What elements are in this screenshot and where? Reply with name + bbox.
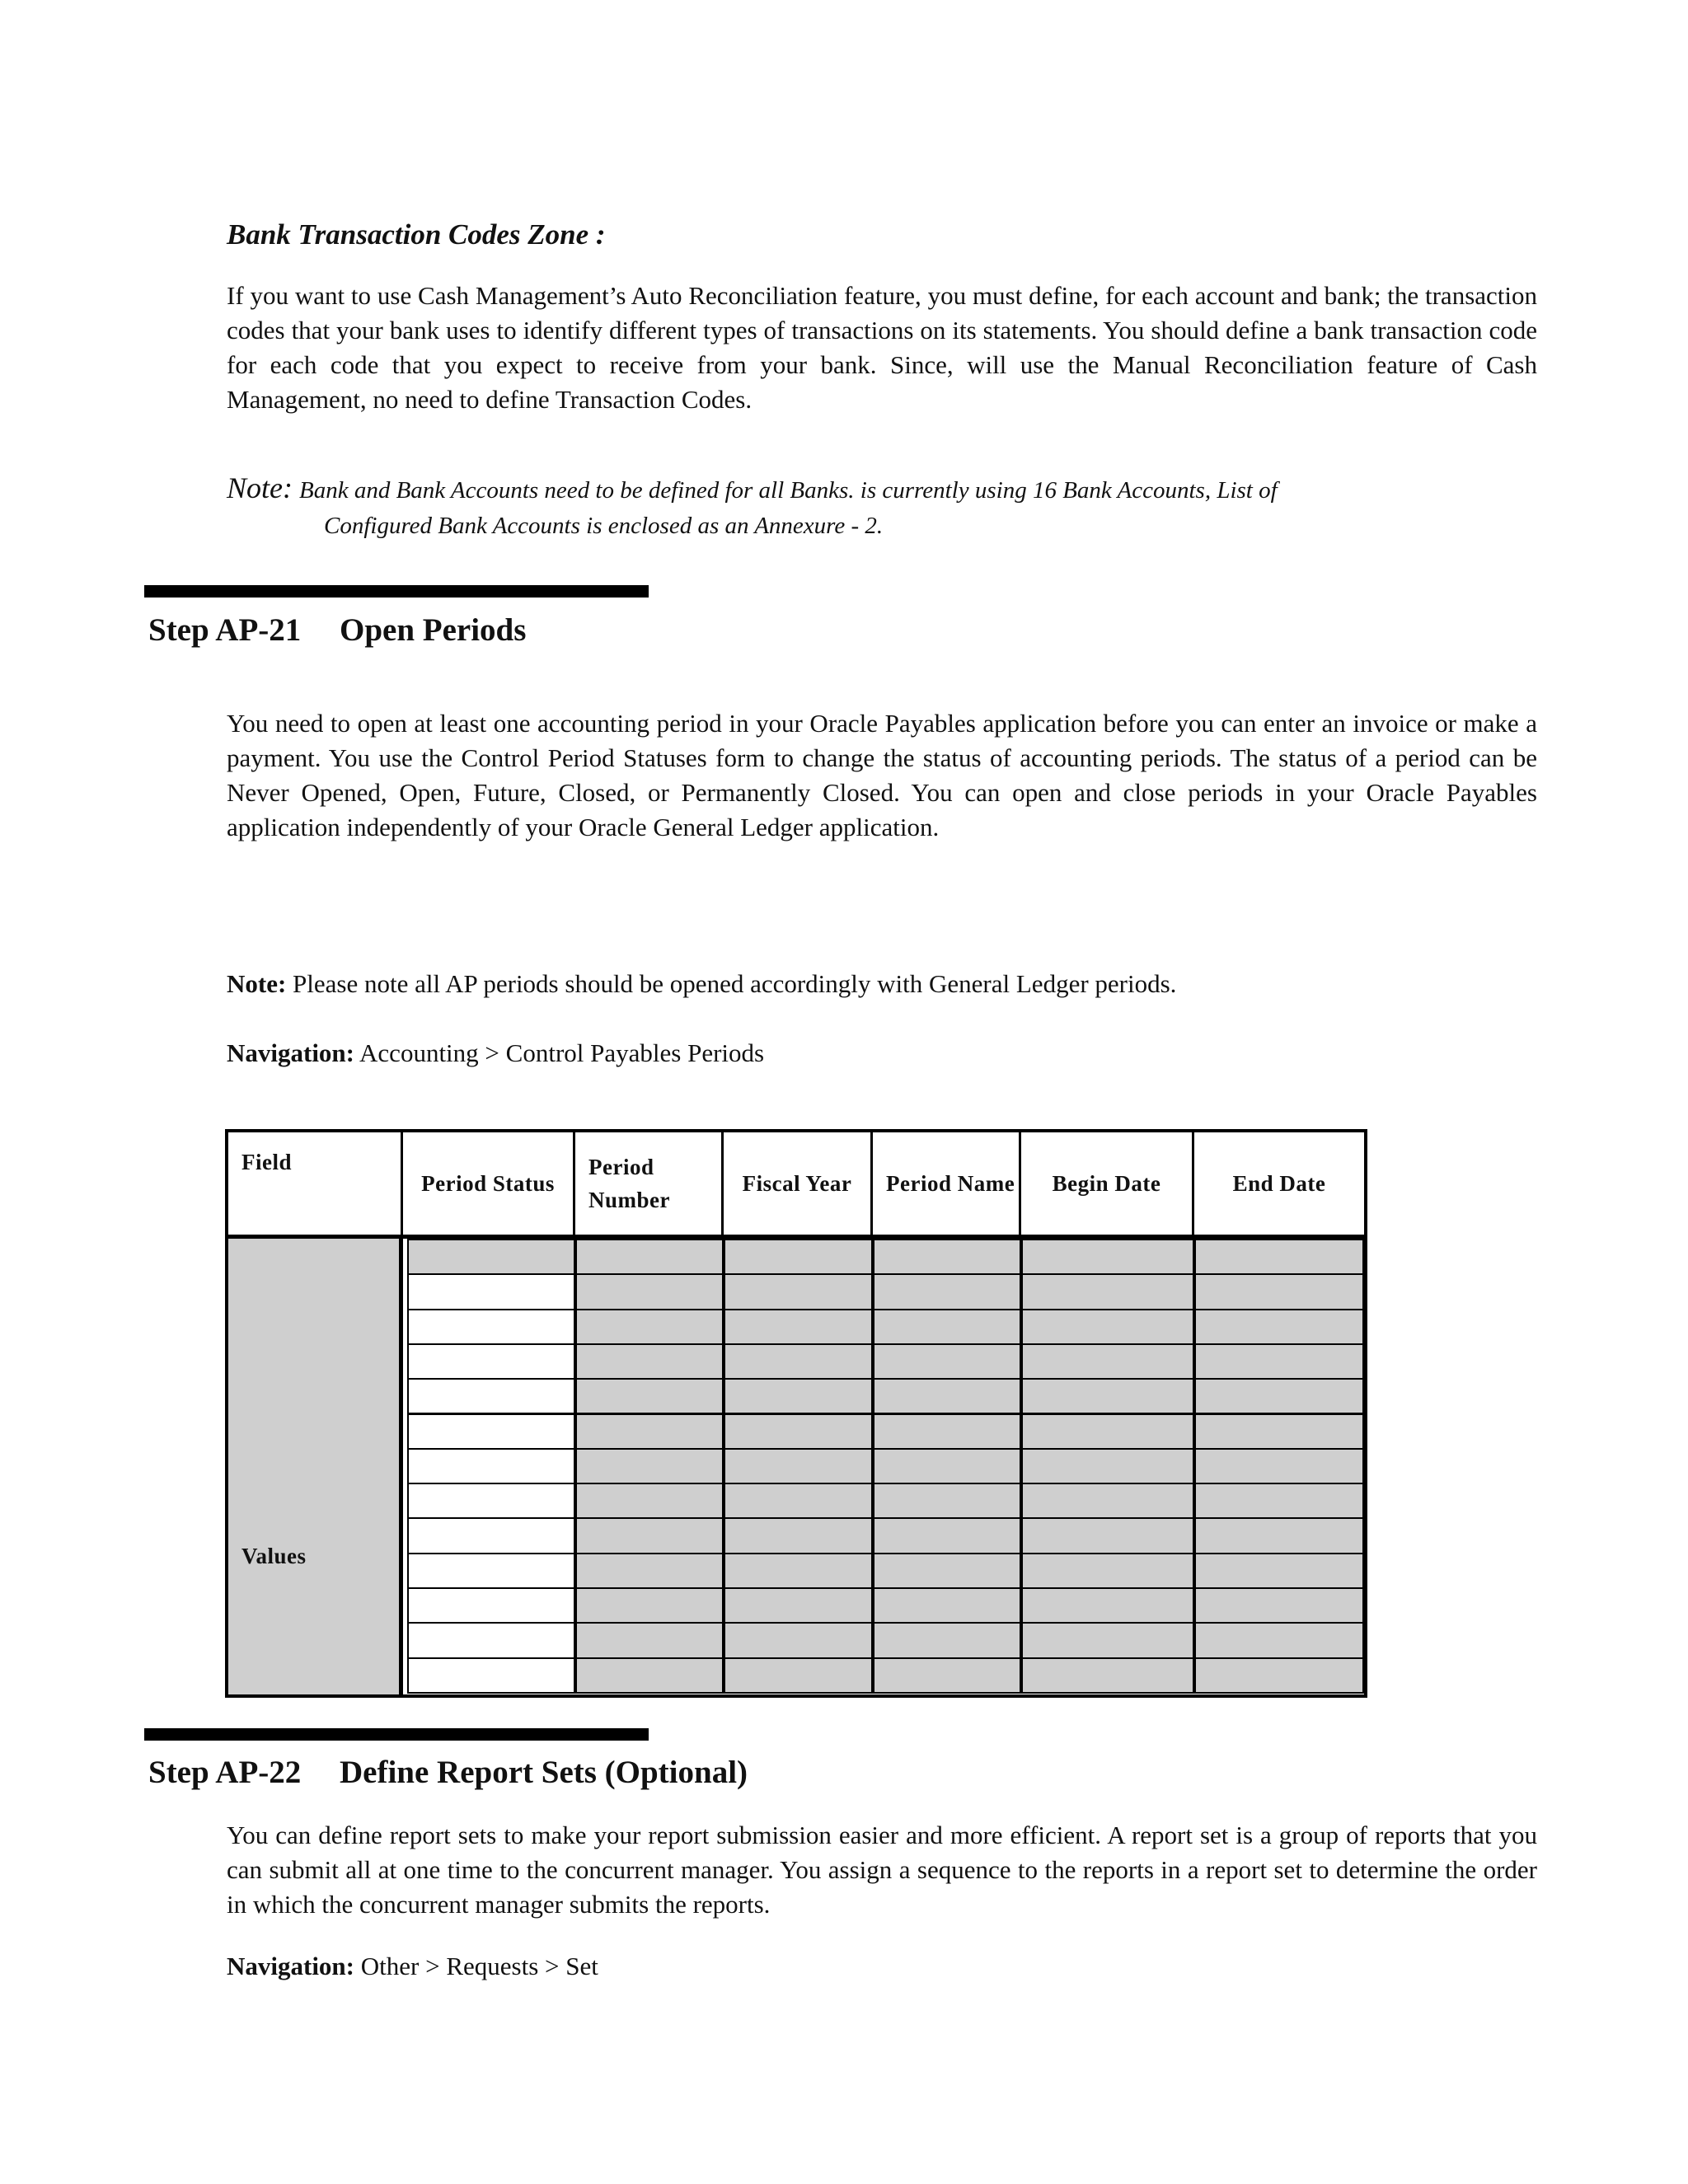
- header-begin-date: Begin Date: [1021, 1132, 1194, 1235]
- table-cell: [1194, 1553, 1364, 1589]
- table-cell: [1021, 1239, 1194, 1275]
- step-id: Step AP-22: [148, 1755, 302, 1790]
- table-cell: [724, 1657, 873, 1694]
- table-cell: [873, 1413, 1021, 1450]
- table-cell: [1194, 1657, 1364, 1694]
- table-cell: [1194, 1309, 1364, 1345]
- table-cell: [1194, 1343, 1364, 1380]
- table-cell: [1194, 1413, 1364, 1450]
- table-cell: [1021, 1587, 1194, 1624]
- step-id: Step AP-21: [148, 612, 302, 648]
- table-cell: [873, 1587, 1021, 1624]
- navigation-label: Navigation:: [227, 1038, 354, 1067]
- table-cell: [724, 1517, 873, 1554]
- note-label: Note:: [227, 969, 287, 998]
- step-title: Define Report Sets (Optional): [340, 1755, 748, 1790]
- table-cell: [724, 1483, 873, 1519]
- table-cell: [873, 1309, 1021, 1345]
- table-cell: [575, 1622, 724, 1658]
- table-cell: [1194, 1483, 1364, 1519]
- note-text: Bank and Bank Accounts need to be defined for all Banks. is currently using 16 Bank Accounts, List of: [298, 477, 1278, 504]
- table-cell: [1021, 1413, 1194, 1450]
- periods-table: [225, 1129, 1367, 1698]
- table-cell: [575, 1273, 724, 1310]
- table-cell: [724, 1309, 873, 1345]
- table-cell: [407, 1239, 575, 1275]
- table-cell: [575, 1483, 724, 1519]
- table-cell: [1021, 1273, 1194, 1310]
- step-title: Open Periods: [340, 612, 527, 648]
- navigation-label: Navigation:: [227, 1952, 354, 1980]
- table-cell: [873, 1448, 1021, 1484]
- table-cell: [724, 1239, 873, 1275]
- note-text-continued: Configured Bank Accounts is enclosed as an Annexure - 2.: [324, 513, 884, 539]
- table-cell: [1021, 1309, 1194, 1345]
- table-cell: [1021, 1448, 1194, 1484]
- table-cell: [724, 1622, 873, 1658]
- table-cell: [407, 1273, 575, 1310]
- table-cell: [724, 1553, 873, 1589]
- zone-title: Bank Transaction Codes Zone :: [227, 218, 606, 251]
- table-cell: [407, 1378, 575, 1414]
- table-cell: [575, 1239, 724, 1275]
- table-cell: [1194, 1378, 1364, 1414]
- values-label: Values: [241, 1544, 307, 1568]
- table-cell: [1021, 1553, 1194, 1589]
- table-cell: [1021, 1343, 1194, 1380]
- table-cell: [575, 1413, 724, 1450]
- table-cell: [575, 1553, 724, 1589]
- table-cell: [407, 1413, 575, 1450]
- section-divider: [144, 1728, 649, 1741]
- table-cell: [873, 1622, 1021, 1658]
- table-cell: [575, 1378, 724, 1414]
- table-cell: [407, 1553, 575, 1589]
- header-fiscal-year: Fiscal Year: [724, 1132, 873, 1235]
- table-cell: [724, 1448, 873, 1484]
- values-column: [228, 1239, 403, 1694]
- table-cell: [873, 1553, 1021, 1589]
- table-cell: [407, 1587, 575, 1624]
- table-cell: [724, 1343, 873, 1380]
- table-cell: [407, 1343, 575, 1380]
- table-cell: [724, 1378, 873, 1414]
- table-cell: [1021, 1622, 1194, 1658]
- table-cell: [873, 1343, 1021, 1380]
- table-cell: [873, 1273, 1021, 1310]
- table-cell: [873, 1483, 1021, 1519]
- step-ap22-heading: [148, 1754, 748, 1791]
- header-period-name: Period Name: [873, 1132, 1021, 1235]
- table-cell: [575, 1448, 724, 1484]
- table-cell: [1021, 1517, 1194, 1554]
- table-cell: [724, 1413, 873, 1450]
- table-cell: [407, 1448, 575, 1484]
- header-period-status: Period Status: [403, 1132, 575, 1235]
- table-cell: [1194, 1587, 1364, 1624]
- step-ap21-paragraph: You need to open at least one accounting period in your Oracle Payables application before you can enter an invoice or make a payment. You use the Control Period Statuses form to change the status of accounting periods. The status of a period can be Never Opened, Open, Future, Closed, or Permanently Closed. You can open and close periods in your Oracle Payables application independently of your Oracle General Ledger application.: [227, 709, 1537, 841]
- table-cell: [1021, 1378, 1194, 1414]
- table-cell: [575, 1309, 724, 1345]
- table-cell: [1194, 1517, 1364, 1554]
- table-cell: [873, 1657, 1021, 1694]
- navigation-path: Other > Requests > Set: [354, 1952, 598, 1980]
- table-cell: [407, 1309, 575, 1345]
- step-ap22-paragraph: You can define report sets to make your report submission easier and more efficient. A report set is a group of reports that you can submit all at one time to the concurrent manager. You assign a sequence to the reports in a report set to determine the order in which the concurrent manager submits the reports.: [227, 1821, 1537, 1919]
- table-cell: [407, 1483, 575, 1519]
- table-cell: [575, 1343, 724, 1380]
- table-cell: [1194, 1239, 1364, 1275]
- navigation-path: Accounting > Control Payables Periods: [354, 1038, 765, 1067]
- table-cell: [873, 1517, 1021, 1554]
- step-ap21-note: [227, 969, 1176, 999]
- table-cell: [1021, 1657, 1194, 1694]
- table-cell: [724, 1273, 873, 1310]
- table-cell: [1194, 1448, 1364, 1484]
- table-cell: [1194, 1273, 1364, 1310]
- table-cell: [724, 1587, 873, 1624]
- step-ap22-navigation: [227, 1952, 598, 1981]
- table-cell: [873, 1378, 1021, 1414]
- table-cell: [407, 1657, 575, 1694]
- table-cell: [575, 1657, 724, 1694]
- table-cell: [575, 1517, 724, 1554]
- zone-note: [227, 470, 1537, 545]
- step-ap21-heading: [148, 612, 526, 649]
- table-cell: [407, 1517, 575, 1554]
- table-cell: [575, 1587, 724, 1624]
- table-cell: [1021, 1483, 1194, 1519]
- note-text: Please note all AP periods should be opened accordingly with General Ledger periods.: [286, 969, 1177, 998]
- note-label: Note:: [227, 471, 293, 504]
- step-ap21-navigation: [227, 1038, 764, 1068]
- zone-paragraph: If you want to use Cash Management’s Auto Reconciliation feature, you must define, for each account and bank; the transaction codes that your bank uses to identify different types of transactions on its statements. You should define a bank transaction code for each code that you expect to receive from your bank. Since, will use the Manual Reconciliation feature of Cash Management, no need to define Transaction Codes.: [227, 281, 1537, 414]
- header-period-number: Period Number: [575, 1132, 724, 1235]
- table-cell: [407, 1622, 575, 1658]
- header-field: Field: [228, 1132, 403, 1235]
- section-divider: [144, 585, 649, 598]
- table-cell: [1194, 1622, 1364, 1658]
- table-cell: [873, 1239, 1021, 1275]
- header-end-date: End Date: [1232, 1171, 1326, 1196]
